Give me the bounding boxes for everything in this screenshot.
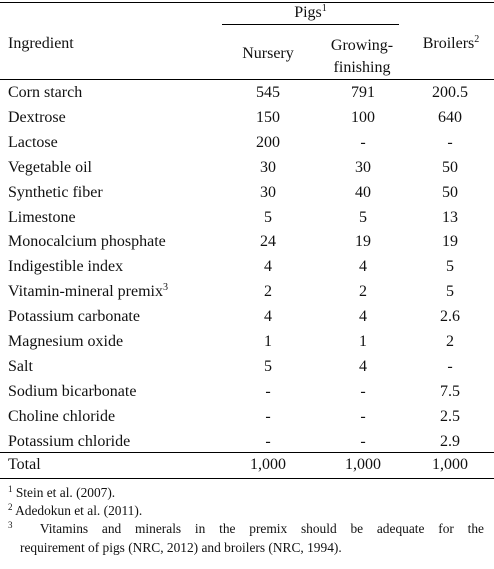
cell-broilers: 200.5 [432,84,468,101]
header-ingredient: Ingredient [8,35,74,52]
cell-ingredient: Limestone [8,209,76,226]
cell-broilers: 50 [442,159,458,176]
cell-nursery: 2 [264,283,272,300]
cell-broilers: 19 [442,233,458,250]
cell-ingredient: Choline chloride [8,408,116,425]
footnote-2: $^2$ Adedokun et al. (2011). [8,502,143,518]
cell-broilers: 2.5 [440,408,460,425]
cell-broilers: - [447,358,453,375]
cell-growing-finishing: 1 [359,333,367,350]
cell-ingredient: Sodium bicarbonate [8,383,137,400]
cell-broilers: 2 [446,333,454,350]
total-top-rule [0,452,494,453]
cell-broilers: - [447,134,453,151]
table-bottom-rule [0,478,494,479]
cell-nursery: 150 [256,109,280,126]
cell-ingredient: Corn starch [8,84,83,101]
cell-ingredient: Magnesium oxide [8,333,124,350]
cell-nursery: 200 [256,134,280,151]
cell-growing-finishing: 791 [351,84,375,101]
header-pigs: Pigs$^1$ [294,3,327,21]
cell-broilers: 2.9 [440,433,460,450]
cell-ingredient: Indigestible index [8,258,124,275]
cell-broilers: 5 [446,283,454,300]
cell-nursery: - [265,408,271,425]
header-broilers: Broilers$^2$ [422,34,480,52]
cell-broilers: 7.5 [440,383,460,400]
cell-broilers: 2.6 [440,308,460,325]
cell-nursery: 545 [256,84,280,101]
cell-ingredient: Dextrose [8,109,66,126]
cell-ingredient: Vegetable oil [8,159,92,176]
cell-nursery: - [265,433,271,450]
footnote-1: $^1$ Stein et al. (2007). [8,484,116,500]
footnote-3-line-2: requirement of pigs (NRC, 2012) and broilers (NRC, 1994). [20,540,342,555]
pigs-span-rule [222,24,399,25]
cell-growing-finishing: - [360,433,366,450]
header-bottom-rule [0,79,494,80]
cell-growing-finishing: 5 [359,209,367,226]
top-rule [0,2,494,3]
cell-growing-finishing: 4 [359,358,367,375]
cell-growing-finishing: - [360,134,366,151]
cell-ingredient: Vitamin-mineral premix$^3$ [8,282,168,300]
cell-ingredient: Salt [8,358,33,375]
cell-growing-finishing: 2 [359,283,367,300]
total-broilers: 1,000 [432,456,468,473]
cell-ingredient: Potassium carbonate [8,308,140,325]
cell-growing-finishing: 19 [355,233,371,250]
cell-growing-finishing: 4 [359,258,367,275]
footnote-3-line-1: $^3$ Vitamins and minerals in the premix should be adequate for the [8,520,484,536]
cell-ingredient: Potassium chloride [8,433,131,450]
cell-growing-finishing: 30 [355,159,371,176]
cell-ingredient: Monocalcium phosphate [8,233,166,250]
cell-ingredient: Lactose [8,134,58,151]
total-label: Total [8,456,41,473]
cell-growing-finishing: 40 [355,184,371,201]
total-nursery: 1,000 [250,456,286,473]
cell-broilers: 640 [438,109,462,126]
cell-growing-finishing: 100 [351,109,375,126]
cell-broilers: 5 [446,258,454,275]
cell-nursery: 4 [264,308,272,325]
cell-nursery: 30 [260,159,276,176]
cell-ingredient: Synthetic fiber [8,184,103,201]
cell-nursery: 30 [260,184,276,201]
cell-broilers: 13 [442,209,458,226]
cell-nursery: 5 [264,358,272,375]
cell-growing-finishing: - [360,408,366,425]
cell-broilers: 50 [442,184,458,201]
cell-growing-finishing: 4 [359,308,367,325]
header-growing-finishing: Growing- finishing [330,37,394,76]
header-nursery: Nursery [242,45,294,62]
cell-growing-finishing: - [360,383,366,400]
cell-nursery: 1 [264,333,272,350]
cell-nursery: 24 [260,233,276,250]
cell-nursery: 4 [264,258,272,275]
total-growing: 1,000 [345,456,381,473]
cell-nursery: 5 [264,209,272,226]
cell-nursery: - [265,383,271,400]
